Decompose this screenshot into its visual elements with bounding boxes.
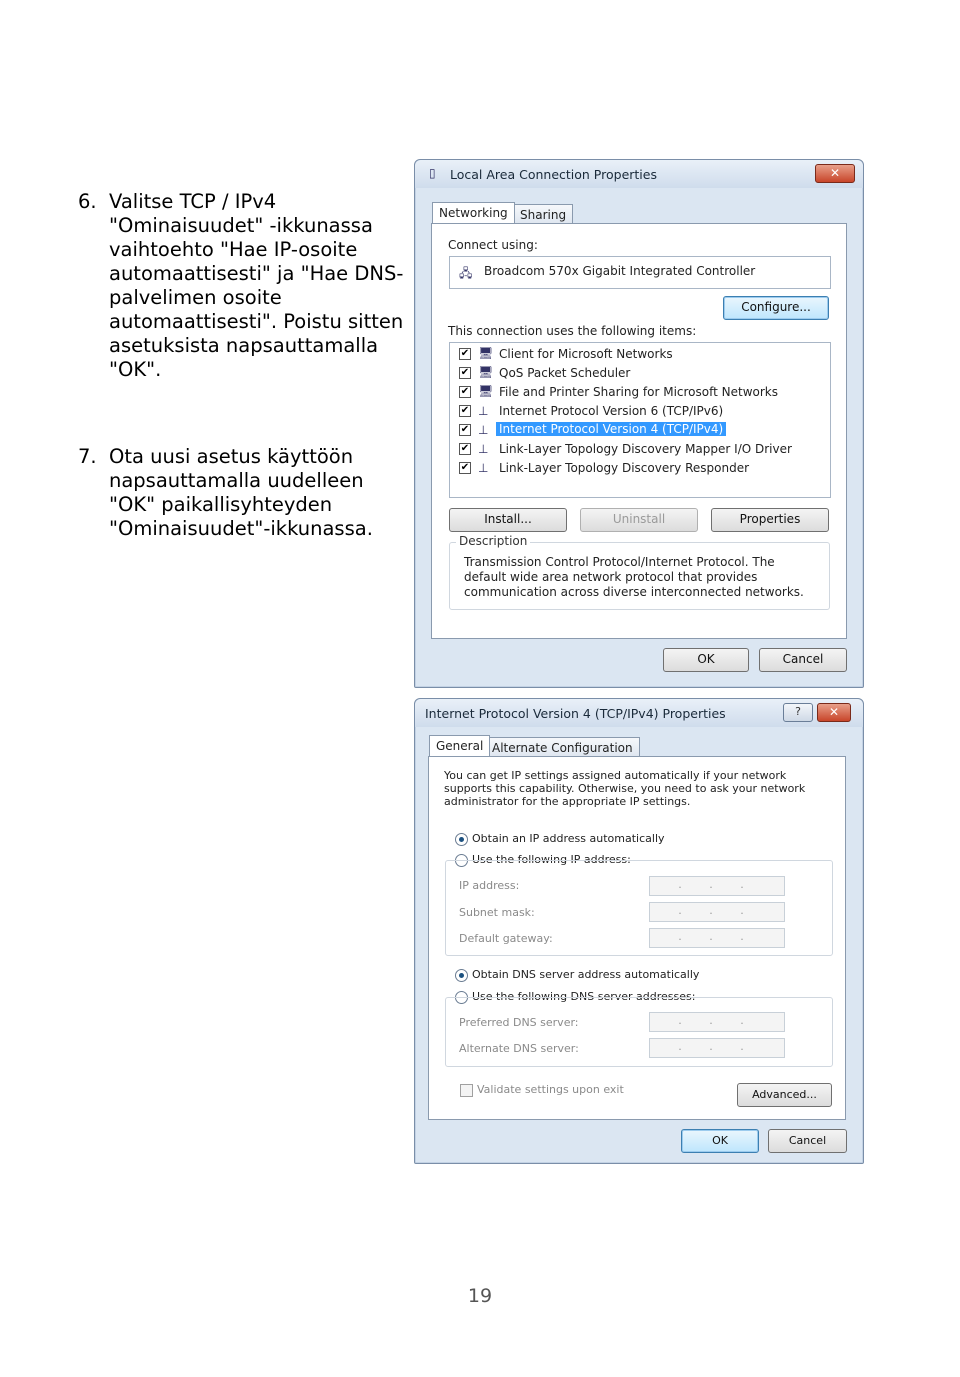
step-7 <box>78 445 408 541</box>
preferred-dns-label: Preferred DNS server: <box>459 1016 579 1029</box>
ip-address-label: IP address: <box>459 879 520 892</box>
step-number: 7. <box>78 445 97 468</box>
advanced-button[interactable]: Advanced... <box>737 1083 832 1107</box>
title-bar <box>415 160 863 188</box>
step-text: Valitse TCP / IPv4 "Ominaisuudet" -ikkunassa vaihtoehto "Hae IP-osoite automaattisesti" ja "Hae DNS-palvelimen osoite automaattisesti". Poistu sitten asetuksista napsauttamalla "OK". <box>109 190 404 381</box>
dialog-title: Local Area Connection Properties <box>450 167 657 182</box>
items-label: This connection uses the following items: <box>448 324 697 338</box>
install-button[interactable]: Install... <box>449 508 567 532</box>
protocol-icon: ⊥ <box>478 442 489 456</box>
local-area-connection-dialog <box>414 159 864 688</box>
alternate-dns-input[interactable]: . . . <box>649 1038 785 1058</box>
item-checkbox[interactable]: ✔ <box>460 386 470 397</box>
properties-button[interactable]: Properties <box>711 508 829 532</box>
tab-alternate-configuration[interactable]: Alternate Configuration <box>485 737 640 758</box>
item-checkbox[interactable]: ✔ <box>460 424 470 435</box>
ok-button[interactable]: OK <box>663 648 749 672</box>
configure-button[interactable]: Configure... <box>723 296 829 320</box>
protocol-icon: ⊥ <box>478 404 489 418</box>
step-6 <box>78 190 408 382</box>
general-panel <box>428 756 846 1120</box>
step-text: Ota uusi asetus käyttöön napsauttamalla uudelleen "OK" paikallisyhteyden "Ominaisuudet"-ikkunassa. <box>109 445 373 540</box>
list-item[interactable]: Client for Microsoft Networks <box>499 347 673 361</box>
subnet-mask-label: Subnet mask: <box>459 906 535 919</box>
ip-address-group <box>445 860 833 956</box>
close-button[interactable]: ✕ <box>815 164 855 183</box>
description-text: Transmission Control Protocol/Internet Protocol. The default wide area network protocol that provides communication across diverse interconnected networks. <box>464 555 804 599</box>
cancel-button[interactable]: Cancel <box>768 1129 847 1153</box>
tab-networking[interactable]: Networking <box>432 202 515 223</box>
instruction-steps <box>78 190 408 541</box>
default-gateway-label: Default gateway: <box>459 932 553 945</box>
file-sharing-icon: 🖥 <box>478 384 494 398</box>
item-checkbox[interactable]: ✔ <box>460 405 470 416</box>
alternate-dns-label: Alternate DNS server: <box>459 1042 579 1055</box>
uninstall-button[interactable]: Uninstall <box>580 508 698 532</box>
dialog-title: Internet Protocol Version 4 (TCP/IPv4) Properties <box>425 706 726 721</box>
client-icon: 🖥 <box>478 346 494 360</box>
default-gateway-input[interactable]: . . . <box>649 928 785 948</box>
ok-button[interactable]: OK <box>681 1129 759 1153</box>
ipv4-properties-dialog <box>414 698 864 1164</box>
cancel-button[interactable]: Cancel <box>759 648 847 672</box>
title-bar <box>415 699 863 727</box>
connect-using-label: Connect using: <box>448 238 538 252</box>
dns-server-group <box>445 997 833 1067</box>
ip-address-input[interactable]: . . . <box>649 876 785 896</box>
protocol-icon: ⊥ <box>478 423 489 437</box>
items-list <box>449 342 831 498</box>
obtain-dns-label: Obtain DNS server address automatically <box>472 968 700 981</box>
item-checkbox[interactable]: ✔ <box>460 367 470 378</box>
tab-general[interactable]: General <box>429 735 490 756</box>
tab-sharing[interactable]: Sharing <box>513 204 573 225</box>
preferred-dns-input[interactable]: . . . <box>649 1012 785 1032</box>
list-item[interactable]: QoS Packet Scheduler <box>499 366 631 380</box>
obtain-ip-label: Obtain an IP address automatically <box>472 832 665 845</box>
obtain-dns-radio[interactable] <box>455 969 468 982</box>
close-button[interactable]: ✕ <box>817 703 851 722</box>
list-item-selected[interactable]: Internet Protocol Version 4 (TCP/IPv4) <box>496 422 726 436</box>
obtain-ip-radio[interactable] <box>455 833 468 846</box>
help-button[interactable]: ? <box>783 703 813 722</box>
adapter-name: Broadcom 570x Gigabit Integrated Controller <box>484 264 756 278</box>
network-card-icon: 🖧 <box>459 266 473 280</box>
validate-checkbox[interactable] <box>460 1084 473 1097</box>
subnet-mask-input[interactable]: . . . <box>649 902 785 922</box>
adapter-field <box>449 256 831 289</box>
list-item[interactable]: File and Printer Sharing for Microsoft Networks <box>499 385 778 399</box>
list-item[interactable]: Link-Layer Topology Discovery Mapper I/O Driver <box>499 442 792 456</box>
item-checkbox[interactable]: ✔ <box>460 443 470 454</box>
item-checkbox[interactable]: ✔ <box>460 462 470 473</box>
list-item[interactable]: Internet Protocol Version 6 (TCP/IPv6) <box>499 404 724 418</box>
description-label: Description <box>456 534 530 548</box>
use-ip-label: Use the following IP address: <box>472 853 631 866</box>
intro-text: You can get IP settings assigned automatically if your network supports this capability. Otherwise, you need to ask your network administrator for the appropriate IP settings. <box>444 769 806 808</box>
validate-label: Validate settings upon exit <box>477 1083 624 1096</box>
step-number: 6. <box>78 190 97 213</box>
networking-panel <box>431 223 847 639</box>
item-checkbox[interactable]: ✔ <box>460 348 470 359</box>
protocol-icon: ⊥ <box>478 461 489 475</box>
use-dns-label: Use the following DNS server addresses: <box>472 990 696 1003</box>
page-number: 19 <box>467 1285 493 1307</box>
qos-icon: 🖥 <box>478 365 494 379</box>
list-item[interactable]: Link-Layer Topology Discovery Responder <box>499 461 750 475</box>
network-adapter-icon: ▯ <box>429 166 436 180</box>
description-group <box>449 534 830 610</box>
